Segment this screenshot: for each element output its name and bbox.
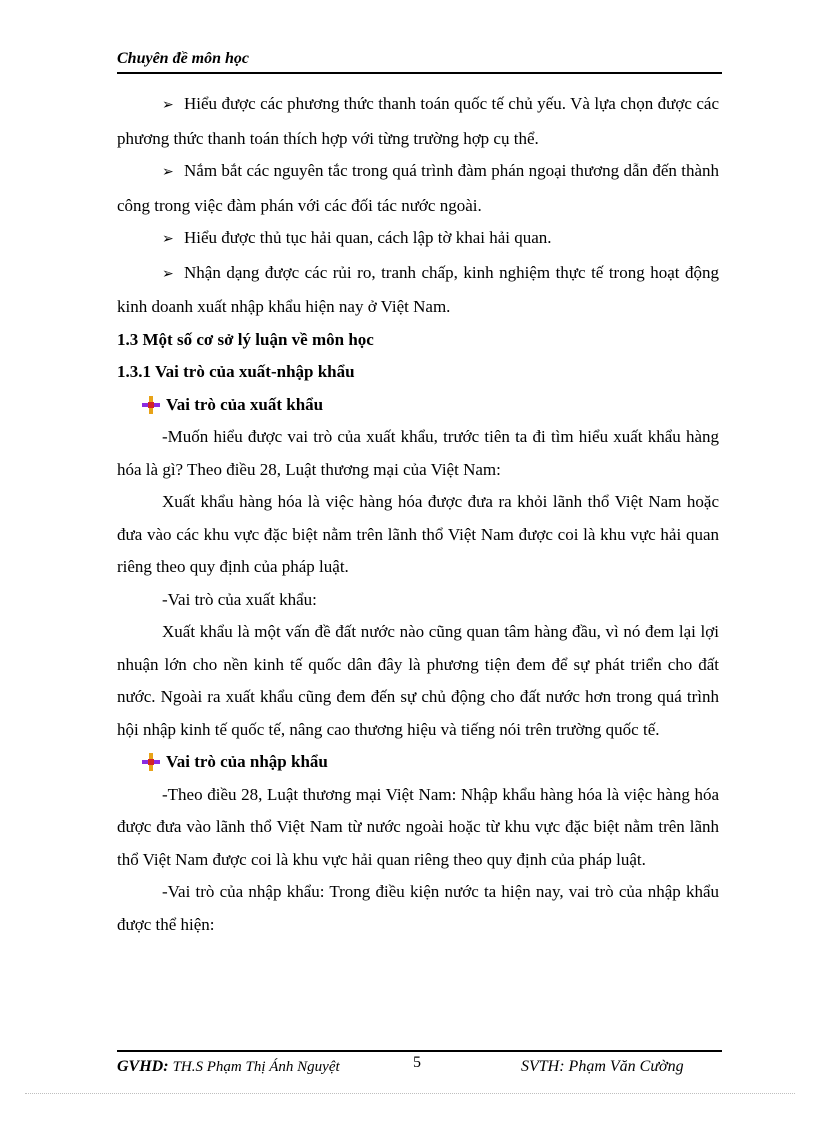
four-color-plus-icon bbox=[142, 396, 160, 414]
footer-supervisor: GVHD: TH.S Phạm Thị Ánh Nguyệt bbox=[117, 1058, 340, 1075]
section-heading: 1.3 Một số cơ sở lý luận về môn học bbox=[117, 329, 374, 349]
export-role-heading: Vai trò của xuất khẩu bbox=[142, 389, 719, 422]
arrow-bullet-icon: ➢ bbox=[162, 266, 174, 282]
header-title: Chuyên đề môn học bbox=[117, 50, 250, 67]
arrow-bullet-icon: ➢ bbox=[162, 165, 174, 180]
paragraph: -Vai trò của xuất khẩu: bbox=[162, 589, 317, 609]
page-border-dotted bbox=[25, 1093, 795, 1094]
page-header bbox=[117, 50, 722, 74]
page-number: 5 bbox=[413, 1054, 421, 1071]
paragraph: Xuất khẩu là một vấn đề đất nước nào cũng quan tâm hàng đầu, vì nó đem lại lợi nhuận lớn cho nền kinh tế quốc dân đây là phương tiện đem để sự phát triển cho đất nước. Ngoài ra xuất khẩu cũng đem đến sự chủ động cho đất nước hơn trong quá trình hội nhập kinh tế quốc tế, nâng cao thương hiệu và tiếng nói trên trường quốc tế. bbox=[117, 622, 719, 739]
arrow-bullet-icon: ➢ bbox=[162, 98, 174, 113]
paragraph: -Theo điều 28, Luật thương mại Việt Nam: Nhập khẩu hàng hóa là việc hàng hóa được đưa vào lãnh thổ Việt Nam từ nước ngoài hoặc từ khu vực đặc biệt nằm trên lãnh thổ Việt Nam được coi là khu vực hải quan riêng theo quy định của pháp luật. bbox=[117, 784, 719, 869]
bullet-item: ➢ Hiểu được các phương thức thanh toán quốc tế chủ yếu. Và lựa chọn được các phương thức thanh toán thích hợp với từng trường hợp cụ thể. bbox=[117, 88, 719, 155]
page-footer bbox=[117, 1050, 722, 1082]
document-body bbox=[117, 88, 719, 941]
footer-student: SVTH: Phạm Văn Cường bbox=[521, 1058, 684, 1075]
paragraph: Xuất khẩu hàng hóa là việc hàng hóa được đưa ra khỏi lãnh thổ Việt Nam hoặc đưa vào các khu vực đặc biệt nằm trên lãnh thổ Việt Nam được coi là khu vực hải quan riêng theo quy định của pháp luật. bbox=[117, 492, 719, 576]
bullet-item: ➢ Hiểu được thủ tục hải quan, cách lập tờ khai hải quan. bbox=[117, 222, 719, 257]
paragraph: -Vai trò của nhập khẩu: Trong điều kiện nước ta hiện nay, vai trò của nhập khẩu được thể hiện: bbox=[117, 882, 719, 934]
import-role-heading: Vai trò của nhập khẩu bbox=[142, 746, 719, 779]
bullet-item: ➢ Nhận dạng được các rủi ro, tranh chấp, kinh nghiệm thực tế trong hoạt động kinh doanh xuất nhập khẩu hiện nay ở Việt Nam. bbox=[117, 257, 719, 324]
four-color-plus-icon bbox=[142, 753, 160, 771]
subsection-heading: 1.3.1 Vai trò của xuất-nhập khẩu bbox=[117, 362, 355, 381]
bullet-item: ➢ Nắm bắt các nguyên tắc trong quá trình đàm phán ngoại thương dẫn đến thành công trong việc đàm phán với các đối tác nước ngoài. bbox=[117, 155, 719, 222]
arrow-bullet-icon: ➢ bbox=[162, 232, 174, 247]
paragraph: -Muốn hiểu được vai trò của xuất khẩu, trước tiên ta đi tìm hiểu xuất khẩu hàng hóa là gì? Theo điều 28, Luật thương mại của Việt Nam: bbox=[117, 427, 719, 479]
